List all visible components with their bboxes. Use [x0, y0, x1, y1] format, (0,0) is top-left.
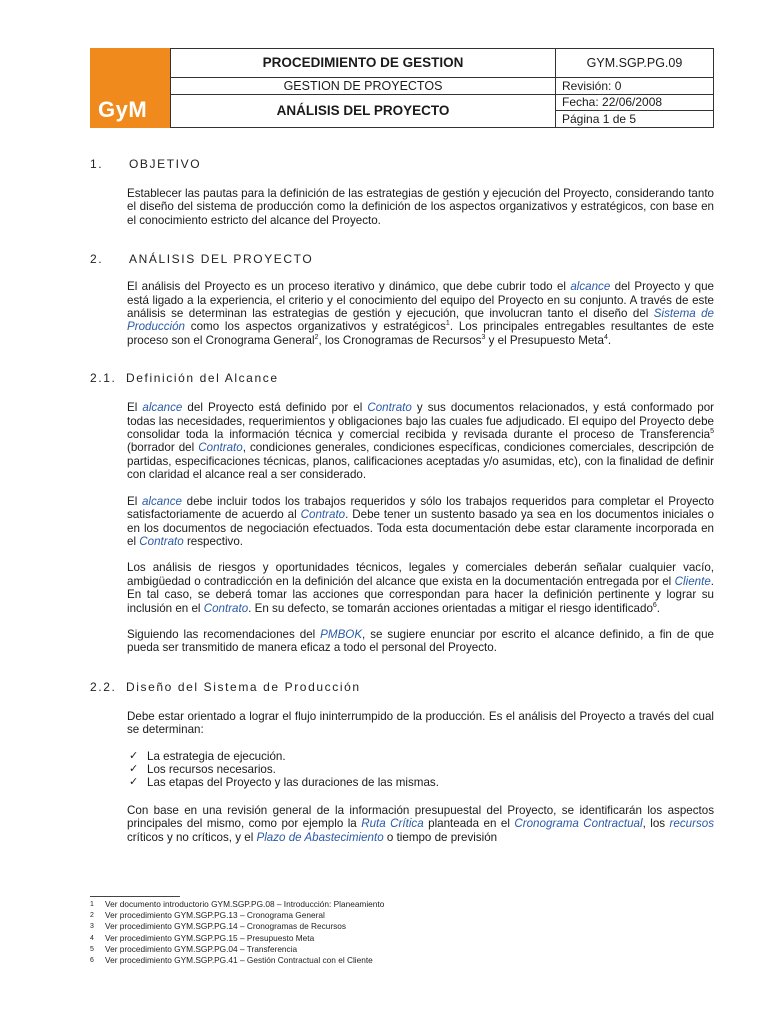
link-cliente[interactable]: Cliente: [674, 574, 711, 588]
paragraph: Debe estar orientado a lograr el flujo ininterrumpido de la producción. Es el análisis del Proyecto a través del cual se determinan:: [127, 709, 714, 737]
link-recursos[interactable]: recursos: [669, 817, 715, 831]
link-contrato[interactable]: Contrato: [300, 508, 346, 522]
paragraph: Siguiendo las recomendaciones del PMBOK, se sugiere enunciar por escrito el alcance definido, a fin de que pueda ser transmitido de manera eficaz a todo el personal del Proyecto.: [127, 627, 715, 655]
paragraph: El alcance del Proyecto está definido por el Contrato y sus documentos relacionados, y está conformado por todas las necesidades, requerimientos y obligaciones bajo las cuales fue adjudicado. El equipo del Proyecto debe consolidar toda la información técnica y comercial recibida y revisada durante el proceso de Transferencia$^5$ (borrador del Contrato, condiciones generales, condiciones específicas, condiciones comerciales, descripción de partidas, especificaciones técnicas, planos, calificaciones aceptadas y/o asumidas, etc), con la finalidad de definir con claridad el alcance real a ser considerado.: [127, 401, 715, 482]
subsection-heading: 2.2. Diseño del Sistema de Producción: [90, 679, 361, 694]
document-code: GYM.SGP.PG.09: [556, 49, 714, 78]
subsection-heading: 2.1. Definición del Alcance: [90, 371, 279, 386]
list-item: ✓ Las etapas del Proyecto y las duraciones de las mismas.: [129, 776, 439, 790]
section-heading: 2. ANÁLISIS DEL PROYECTO: [90, 252, 314, 267]
link-ruta-critica[interactable]: Ruta Crítica: [361, 817, 424, 831]
link-pmbok[interactable]: PMBOK: [320, 627, 363, 641]
paragraph: Los análisis de riesgos y oportunidades técnicos, legales y comerciales deberán señalar cualquier vacío, ambigüedad o contradicción en la definición del alcance que exista en la documentación entregada por el Cliente. En tal caso, se deberá tomar las acciones que correspondan para hacer la definición pertinente y lograr su inclusión en el Contrato. En su defecto, se tomarán acciones orientadas a mitigar el riesgo identificado$^6$.: [127, 561, 714, 615]
link-alcance[interactable]: alcance: [142, 401, 183, 415]
procedure-title: PROCEDIMIENTO DE GESTION: [171, 49, 556, 78]
link-contrato[interactable]: Contrato: [139, 534, 184, 548]
document-header: [90, 48, 714, 128]
checkmark-icon: ✓: [129, 749, 139, 762]
revision-cell: Revisión: 0: [556, 77, 714, 94]
page-cell: Página 1 de 5: [556, 111, 714, 128]
paragraph: Con base en una revisión general de la información presupuestal del Proyecto, se identificarán los aspectos principales del mismo, como por ejemplo la Ruta Crítica planteada en el Cronograma Contractual, los recursos críticos y no críticos, y el Plazo de Abastecimiento o tiempo de previsión: [127, 803, 715, 844]
link-sistema-produccion[interactable]: Sistema de Producción: [127, 307, 715, 334]
footnote: 5 Ver procedimiento GYM.SGP.PG.04 – Transferencia: [90, 943, 298, 954]
checklist: [127, 750, 714, 790]
gym-logo: [90, 48, 170, 128]
link-cronograma-contractual[interactable]: Cronograma Contractual: [514, 817, 643, 831]
paragraph: Establecer las pautas para la definición de las estrategias de gestión y ejecución del Proyecto, considerando tanto el diseño del sistema de producción como la definición de los aspectos organizativos y estratégicos, con base en el conocimiento estricto del alcance del Proyecto.: [127, 187, 714, 227]
footnote-divider: [90, 896, 180, 897]
list-item: ✓ La estrategia de ejecución.: [129, 749, 286, 763]
section-heading: 1. OBJETIVO: [90, 157, 202, 171]
document-title: ANÁLISIS DEL PROYECTO: [171, 94, 556, 127]
link-alcance[interactable]: alcance: [141, 494, 182, 508]
document-body: [90, 150, 714, 844]
footnote: 2 Ver procedimiento GYM.SGP.PG.13 – Cronograma General: [90, 910, 325, 921]
list-item: ✓ Los recursos necesarios.: [129, 762, 276, 776]
header-table: [170, 48, 714, 128]
procedure-subtitle: GESTION DE PROYECTOS: [171, 77, 556, 94]
link-contrato[interactable]: Contrato: [367, 401, 412, 415]
footnotes: [90, 899, 710, 966]
checkmark-icon: ✓: [129, 762, 139, 775]
footnote: 6 Ver procedimiento GYM.SGP.PG.41 – Gestión Contractual con el Cliente: [90, 955, 373, 966]
paragraph: El análisis del Proyecto es un proceso iterativo y dinámico, que debe cubrir todo el alcance del Proyecto y que está ligado a la experiencia, el criterio y el conocimiento del equipo del Proyecto en su conjunto. A través de este análisis se determinan las estrategias de gestión y ejecución, que involucran tanto el diseño del Sistema de Producción como los aspectos organizativos y estratégicos$^1$. Los principales entregables resultantes de este proceso son el Cronograma General$^2$, los Cronogramas de Recursos$^3$ y el Presupuesto Meta$^4$.: [127, 280, 715, 347]
footnote: 1 Ver documento introductorio GYM.SGP.PG.08 – Introducción: Planeamiento: [90, 899, 385, 909]
link-alcance[interactable]: alcance: [570, 280, 611, 294]
footnote: 4 Ver procedimiento GYM.SGP.PG.15 – Presupuesto Meta: [90, 932, 315, 943]
footnote: 3 Ver procedimiento GYM.SGP.PG.14 – Cronogramas de Recursos: [90, 921, 347, 932]
checkmark-icon: ✓: [129, 776, 139, 789]
paragraph: El alcance debe incluir todos los trabajos requeridos y sólo los trabajos requeridos para completar el Proyecto satisfactoriamente de acuerdo al Contrato. Debe tener un sustento basado ya sea en los documentos iniciales o en los documentos de negociación efectuados. Toda esta documentación debe estar claramente incorporada en el Contrato respectivo.: [127, 494, 715, 548]
link-contrato[interactable]: Contrato: [198, 441, 243, 455]
link-contrato[interactable]: Contrato: [203, 601, 249, 615]
link-plazo-abastecimiento[interactable]: Plazo de Abastecimiento: [256, 830, 384, 844]
logo-text: GyM: [98, 97, 148, 122]
date-cell: Fecha: 22/06/2008: [556, 94, 714, 111]
